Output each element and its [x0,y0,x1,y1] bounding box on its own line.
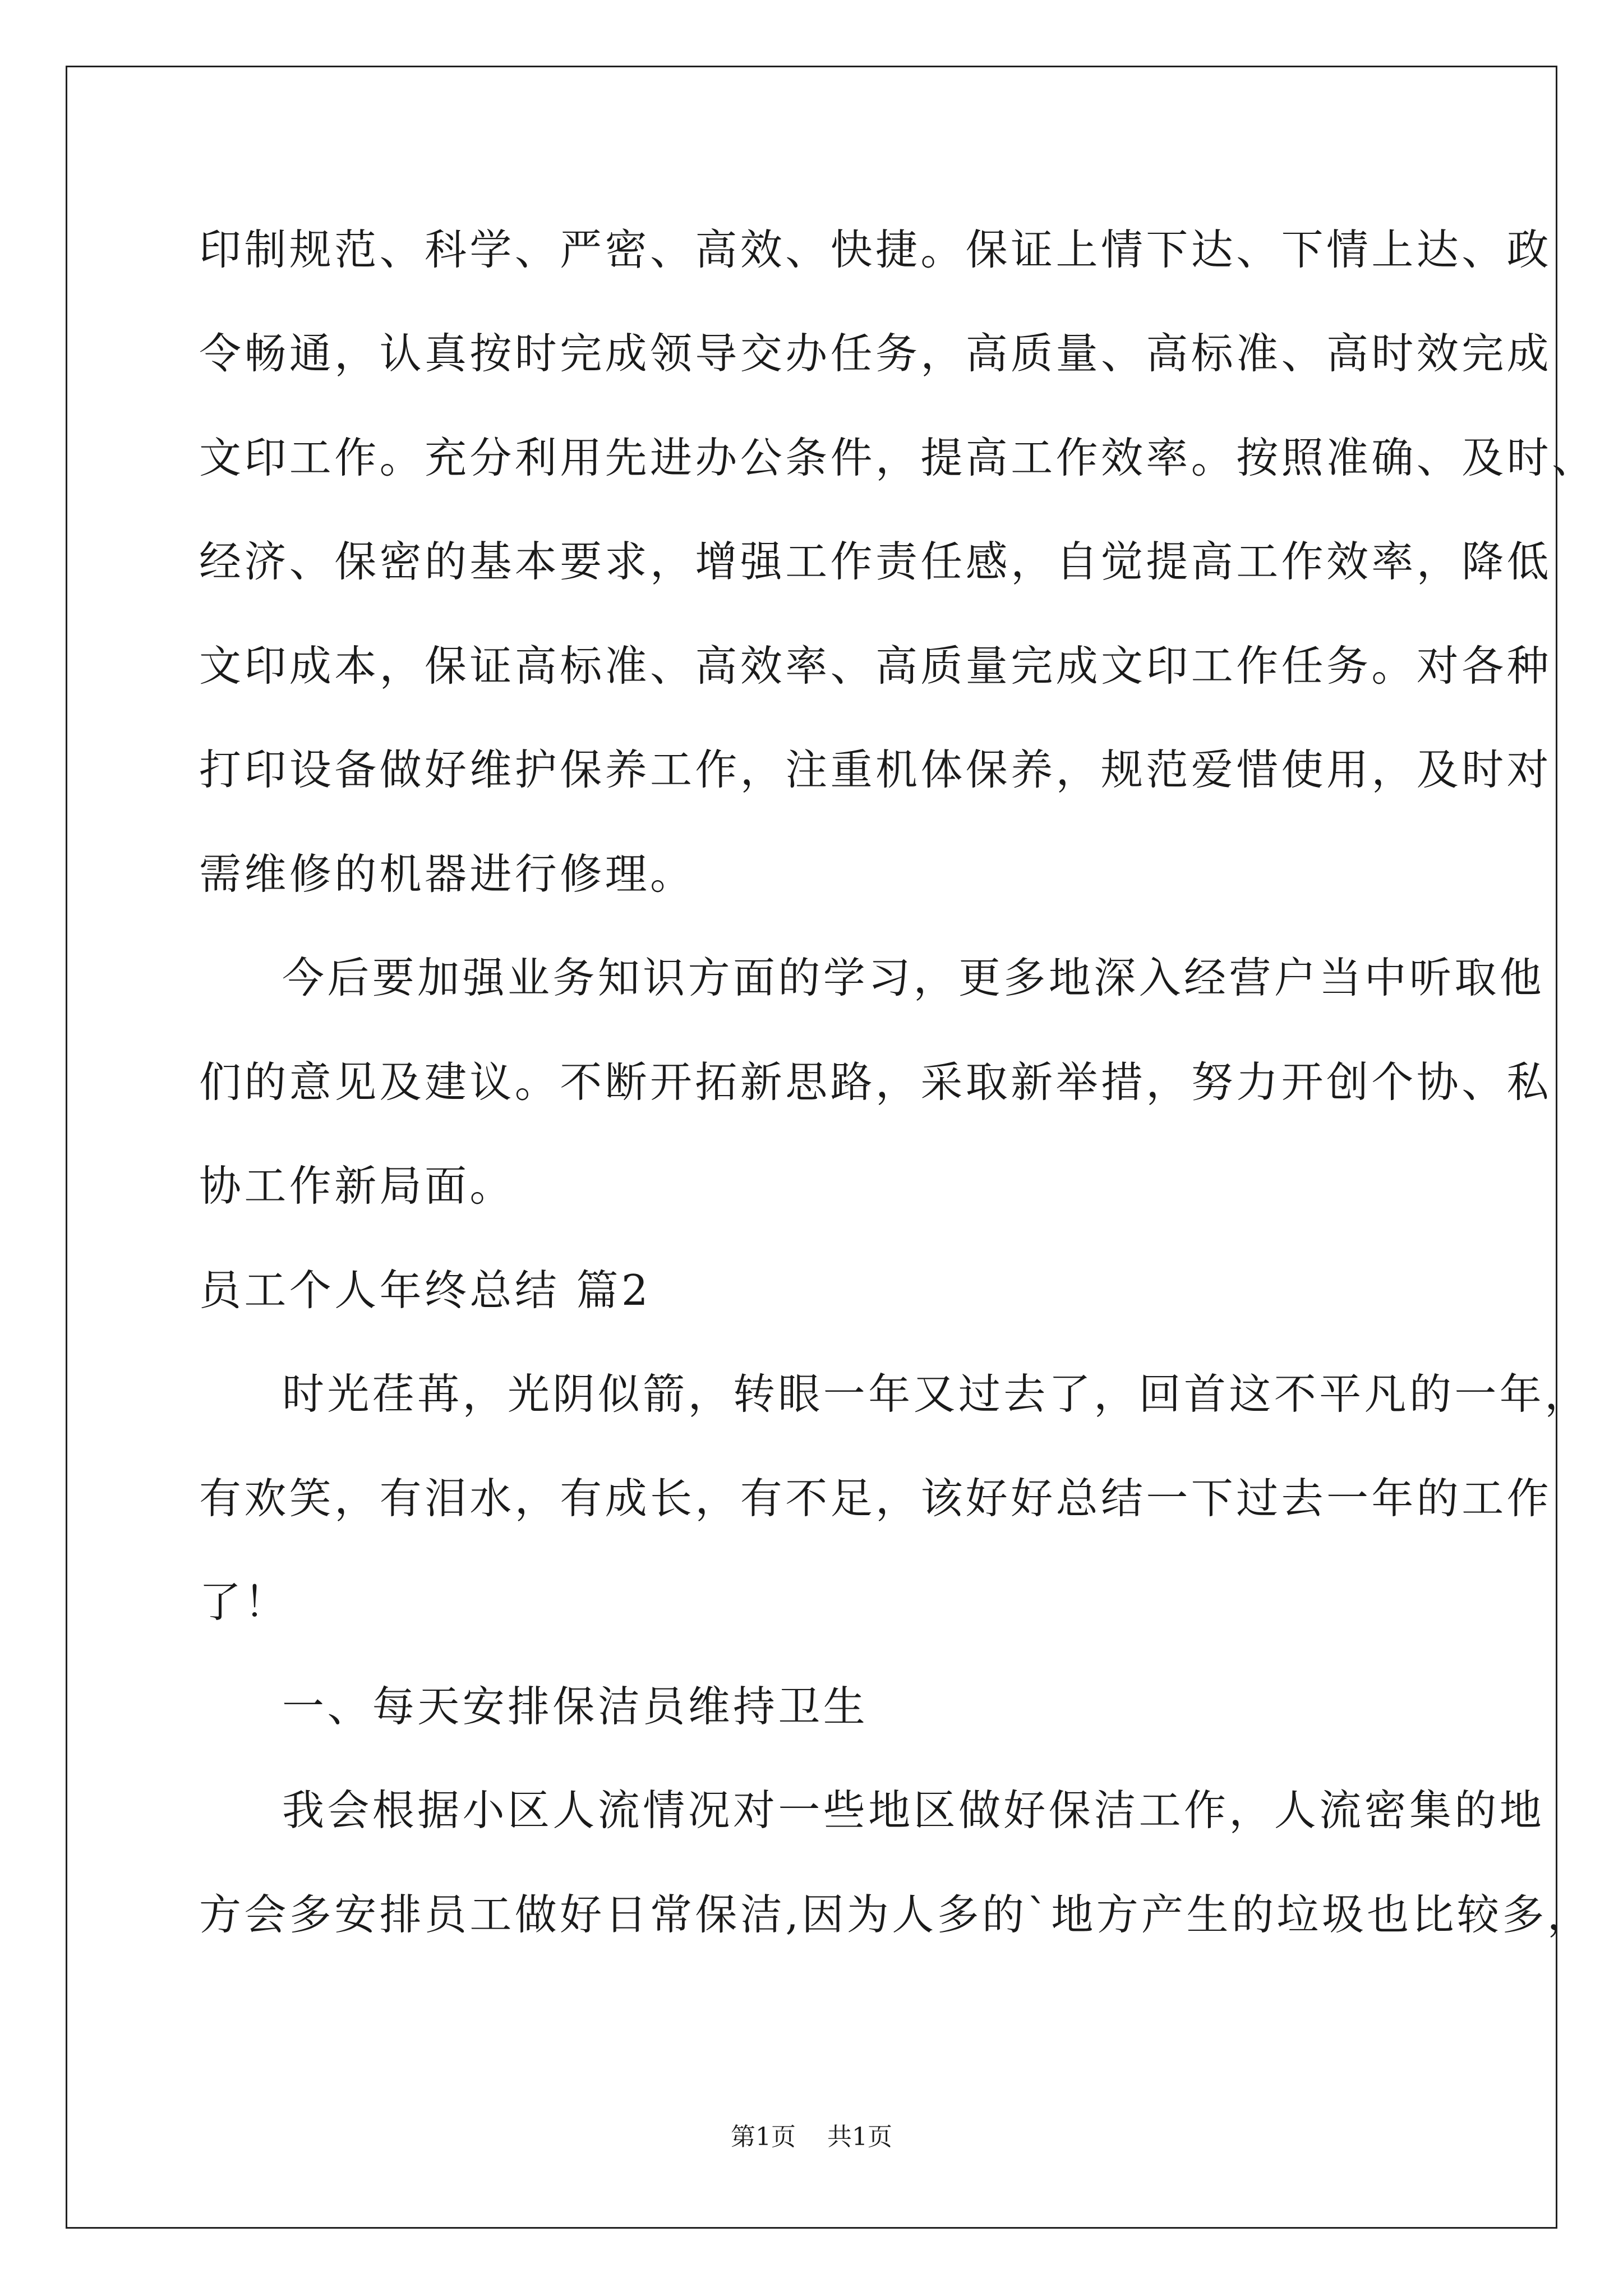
body-text-line: 文印工作。充分利用先进办公条件，提高工作效率。按照准确、及时、 [199,433,1597,482]
body-text-line: 我会根据小区人流情况对一些地区做好保洁工作，人流密集的地 [282,1786,1545,1835]
body-text-line: 了！ [199,1577,289,1627]
body-text-line: 方会多安排员工做好日常保洁,因为人多的`地方产生的垃圾也比较多， [199,1890,1593,1939]
body-text-line: 时光荏苒，光阴似箭，转眼一年又过去了，回首这不平凡的一年， [282,1369,1590,1419]
body-text-line: 令畅通，认真按时完成领导交办任务，高质量、高标准、高时效完成 [199,329,1552,378]
page-footer [0,2120,1623,2154]
body-text-line: 们的意见及建议。不断开拓新思路，采取新举措，努力开创个协、私 [199,1057,1552,1107]
body-text-line: 文印成本，保证高标准、高效率、高质量完成文印工作任务。对各种 [199,641,1552,691]
body-text-line: 印制规范、科学、严密、高效、快捷。保证上情下达、下情上达、政 [199,225,1552,274]
page-number: 第1页 [731,2123,796,2151]
body-text-line: 今后要加强业务知识方面的学习，更多地深入经营户当中听取他 [282,953,1545,1002]
body-text-line: 打印设备做好维护保养工作，注重机体保养，规范爱惜使用，及时对 [199,745,1552,794]
section-heading: 员工个人年终总结 篇2 [199,1266,651,1315]
body-text-line: 经济、保密的基本要求，增强工作责任感，自觉提高工作效率，降低 [199,537,1552,586]
body-text-line: 需维修的机器进行修理。 [199,849,695,899]
body-text-line: 协工作新局面。 [199,1161,515,1211]
subsection-heading: 一、每天安排保洁员维持卫生 [282,1682,869,1731]
page-total: 共1页 [827,2123,892,2151]
body-text-line: 有欢笑，有泪水，有成长，有不足，该好好总结一下过去一年的工作 [199,1474,1552,1523]
